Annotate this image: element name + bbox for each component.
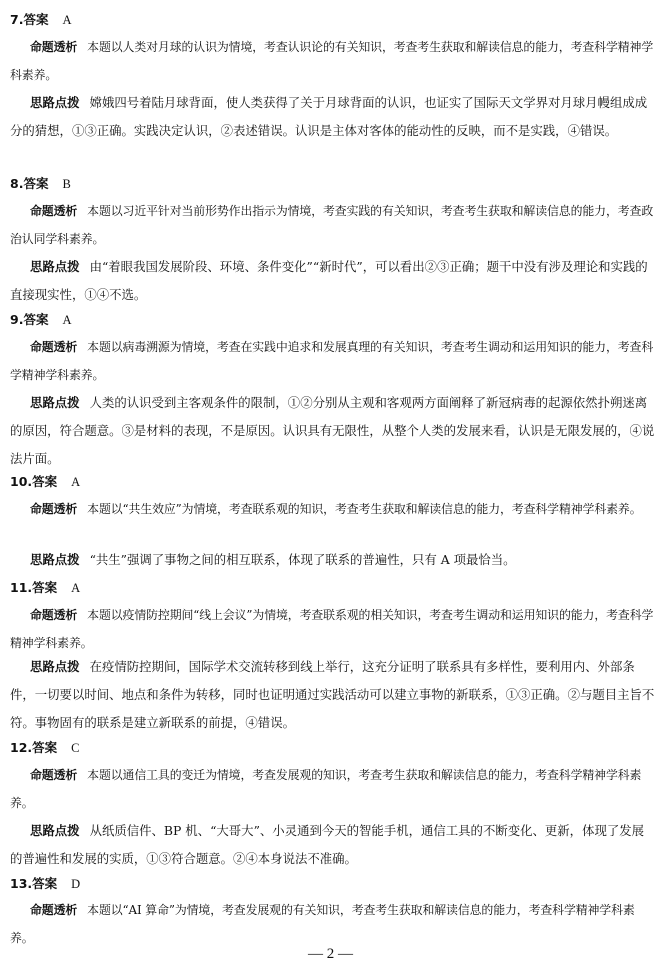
item-11-reasoning — [10, 653, 656, 737]
item-8-analysis — [10, 197, 656, 253]
item-number: 9. — [10, 312, 24, 327]
item-number: 11. — [10, 580, 33, 595]
block-text: 由“着眼我国发展阶段、环境、条件变化”“新时代”，可以看出②③正确；题干中没有涉及理论和实践的直接现实性，①④不选。 — [10, 259, 648, 302]
item-12-analysis — [10, 761, 656, 817]
item-12-header — [10, 740, 80, 756]
item-13-header — [10, 876, 80, 892]
answer-letter: C — [71, 741, 80, 755]
item-13-analysis — [10, 896, 656, 952]
item-8-header — [10, 176, 71, 192]
block-tag: 思路点拨 — [30, 659, 80, 674]
block-text: 在疫情防控期间，国际学术交流转移到线上举行，这充分证明了联系具有多样性，要利用内、外部条件，一切要以时间、地点和条件为转移，同时也证明通过实践活动可以建立事物的新联系，①③正确。②与题目主旨不符。事物固有的联系是建立新联系的前提，④错误。 — [10, 659, 655, 730]
block-tag: 命题透析 — [30, 768, 78, 782]
block-tag: 思路点拨 — [30, 823, 80, 838]
item-11-header — [10, 580, 80, 596]
item-7-header — [10, 12, 72, 28]
item-number: 7. — [10, 12, 24, 27]
answer-letter: A — [62, 13, 72, 27]
block-tag: 思路点拨 — [30, 259, 80, 274]
block-text: 本题以人类对月球的认识为情境，考查认识论的有关知识，考查考生获取和解读信息的能力，考查科学精神学科素养。 — [10, 40, 654, 82]
block-text: 本题以通信工具的变迁为情境，考查发展观的知识，考查考生获取和解读信息的能力，考查科学精神学科素养。 — [10, 768, 642, 810]
block-tag: 命题透析 — [30, 502, 78, 516]
item-7-analysis — [10, 33, 656, 89]
block-text: 本题以习近平针对当前形势作出指示为情境，考查实践的有关知识，考查考生获取和解读信息的能力，考查政治认同学科素养。 — [10, 204, 654, 246]
answer-label: 答案 — [32, 740, 58, 755]
item-7-reasoning — [10, 89, 656, 145]
block-tag: 思路点拨 — [30, 552, 80, 567]
item-10-header — [10, 474, 80, 490]
item-number: 8. — [10, 176, 24, 191]
answer-letter: A — [62, 313, 72, 327]
answer-label: 答案 — [32, 876, 58, 891]
item-10-analysis — [10, 495, 656, 523]
block-text: 本题以“AI 算命”为情境，考查发展观的有关知识，考查考生获取和解读信息的能力，考查科学精神学科素养。 — [10, 903, 635, 945]
answer-label: 答案 — [23, 312, 49, 327]
block-text: 本题以“共生效应”为情境，考查联系观的知识，考查考生获取和解读信息的能力，考查科学精神学科素养。 — [87, 502, 642, 516]
item-9-reasoning — [10, 389, 656, 473]
block-text: 嫦娥四号着陆月球背面，使人类获得了关于月球背面的认识，也证实了国际天文学界对月球月幔组成成分的猜想，①③正确。实践决定认识，②表述错误。认识是主体对客体的能动性的反映，而不是实践，④错误。 — [10, 95, 648, 138]
block-text: 人类的认识受到主客观条件的限制，①②分别从主观和客观两方面阐释了新冠病毒的起源依然扑朔迷离的原因，符合题意。③是材料的表现，不是原因。认识具有无限性，从整个人类的发展来看，认识是无限发展的，④说法片面。 — [10, 395, 655, 466]
block-text: 本题以疫情防控期间“线上会议”为情境，考查联系观的相关知识，考查考生调动和运用知识的能力，考查科学精神学科素养。 — [10, 608, 654, 650]
answer-label: 答案 — [32, 580, 58, 595]
item-number: 12. — [10, 740, 33, 755]
block-text: “共生”强调了事物之间的相互联系，体现了联系的普遍性，只有 A 项最恰当。 — [89, 552, 516, 567]
block-tag: 命题透析 — [30, 340, 78, 354]
block-tag: 思路点拨 — [30, 95, 80, 110]
answer-label: 答案 — [32, 474, 58, 489]
item-8-reasoning — [10, 253, 656, 309]
item-9-analysis — [10, 333, 656, 389]
answer-letter: A — [71, 475, 81, 489]
block-text: 从纸质信件、BP 机、“大哥大”、小灵通到今天的智能手机，通信工具的不断变化、更新，体现了发展的普遍性和发展的实质，①③符合题意。②④本身说法不准确。 — [10, 823, 645, 866]
answer-label: 答案 — [23, 176, 49, 191]
item-number: 13. — [10, 876, 33, 891]
answer-letter: D — [71, 877, 81, 891]
block-tag: 命题透析 — [30, 40, 78, 54]
item-12-reasoning — [10, 817, 656, 873]
answer-letter: A — [71, 581, 81, 595]
answer-letter: B — [62, 177, 71, 191]
answer-label: 答案 — [23, 12, 49, 27]
item-number: 10. — [10, 474, 33, 489]
block-tag: 思路点拨 — [30, 395, 80, 410]
item-9-header — [10, 312, 72, 328]
block-text: 本题以病毒溯源为情境，考查在实践中追求和发展真理的有关知识，考查考生调动和运用知识的能力，考查科学精神学科素养。 — [10, 340, 654, 382]
block-tag: 命题透析 — [30, 608, 78, 622]
block-tag: 命题透析 — [30, 903, 78, 917]
item-10-reasoning — [10, 546, 656, 574]
page-number: — 2 — — [308, 946, 353, 962]
block-tag: 命题透析 — [30, 204, 78, 218]
item-11-analysis — [10, 601, 656, 657]
